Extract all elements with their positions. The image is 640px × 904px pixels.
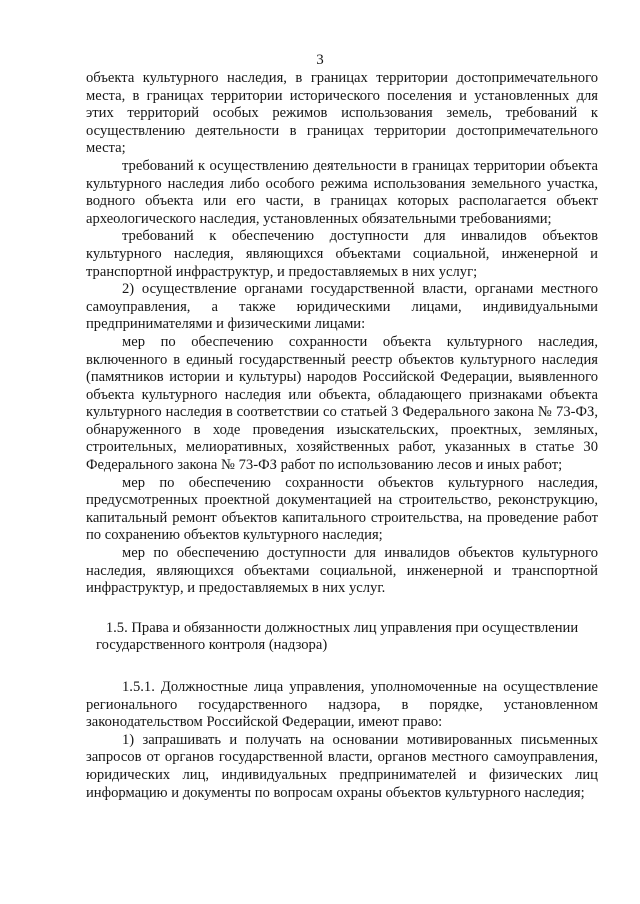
paragraph-right-1: 1) запрашивать и получать на основании мотивированных письменных запросов от органов государственной власти, органов местного самоуправления, юридических лиц, индивидуальных предпринимателей и физических лиц информацию и документы по вопросам охраны объектов культурного наследия; [86,731,598,801]
paragraph-measures-project-docs: мер по обеспечению сохранности объектов культурного наследия, предусмотренных проектной документацией на строительство, реконструкцию, капитальный ремонт объектов капитального строительства, на проведение работ по сохранению объектов культурного наследия; [86,474,598,544]
document-body [86,70,598,802]
paragraph-measures-preservation: мер по обеспечению сохранности объекта культурного наследия, включенного в единый государственный реестр объектов культурного наследия (памятников истории и культуры) народов Российской Федерации, выявленного объекта культурного наследия или объекта, обладающего признаками объекта культурного наследия в соответствии со статьей 3 Федерального закона № 73-ФЗ, обнаруженного в ходе проведения изыскательских, проектных, земляных, строительных, мелиоративных, хозяйственных работ, указанных в статье 30 Федерального закона № 73-ФЗ работ по использованию лесов и иных работ; [86,333,598,474]
paragraph-requirements-accessibility: требований к обеспечению доступности для инвалидов объектов культурного наследия, являющихся объектами социальной, инженерной и транспортной инфраструктур, и предоставляемых в них услуг; [86,228,598,280]
page-number: 3 [316,52,324,68]
paragraph-requirements-activity: требований к осуществлению деятельности в границах территории объекта культурного наследия либо особого режима использования земельного участка, водного объекта или его части, в границах которых располагается объект археологического наследия, установленных обязательными требованиями; [86,157,598,227]
paragraph-measures-accessibility: мер по обеспечению доступности для инвалидов объектов культурного наследия, являющихся объектами социальной, инженерной и транспортной инфраструктур, и предоставляемых в них услуг. [86,545,598,597]
paragraph-continuation: объекта культурного наследия, в границах территории достопримечательного места, в границах территории исторического поселения и установленных для этих территорий особых режимов использования земель, требований к осуществлению деятельности в границах территории достопримечательного места; [86,70,598,157]
paragraph-1-5-1: 1.5.1. Должностные лица управления, уполномоченные на осуществление регионального государственного надзора, в порядке, установленном законодательством Российской Федерации, имеют право: [86,679,598,731]
section-heading: 1.5. Права и обязанности должностных лиц управления при осуществлении государственного контроля (надзора) [96,619,579,654]
paragraph-item-2: 2) осуществление органами государственной власти, органами местного самоуправления, а также юридическими лицами, индивидуальными предпринимателями и физическими лицами: [86,281,598,333]
